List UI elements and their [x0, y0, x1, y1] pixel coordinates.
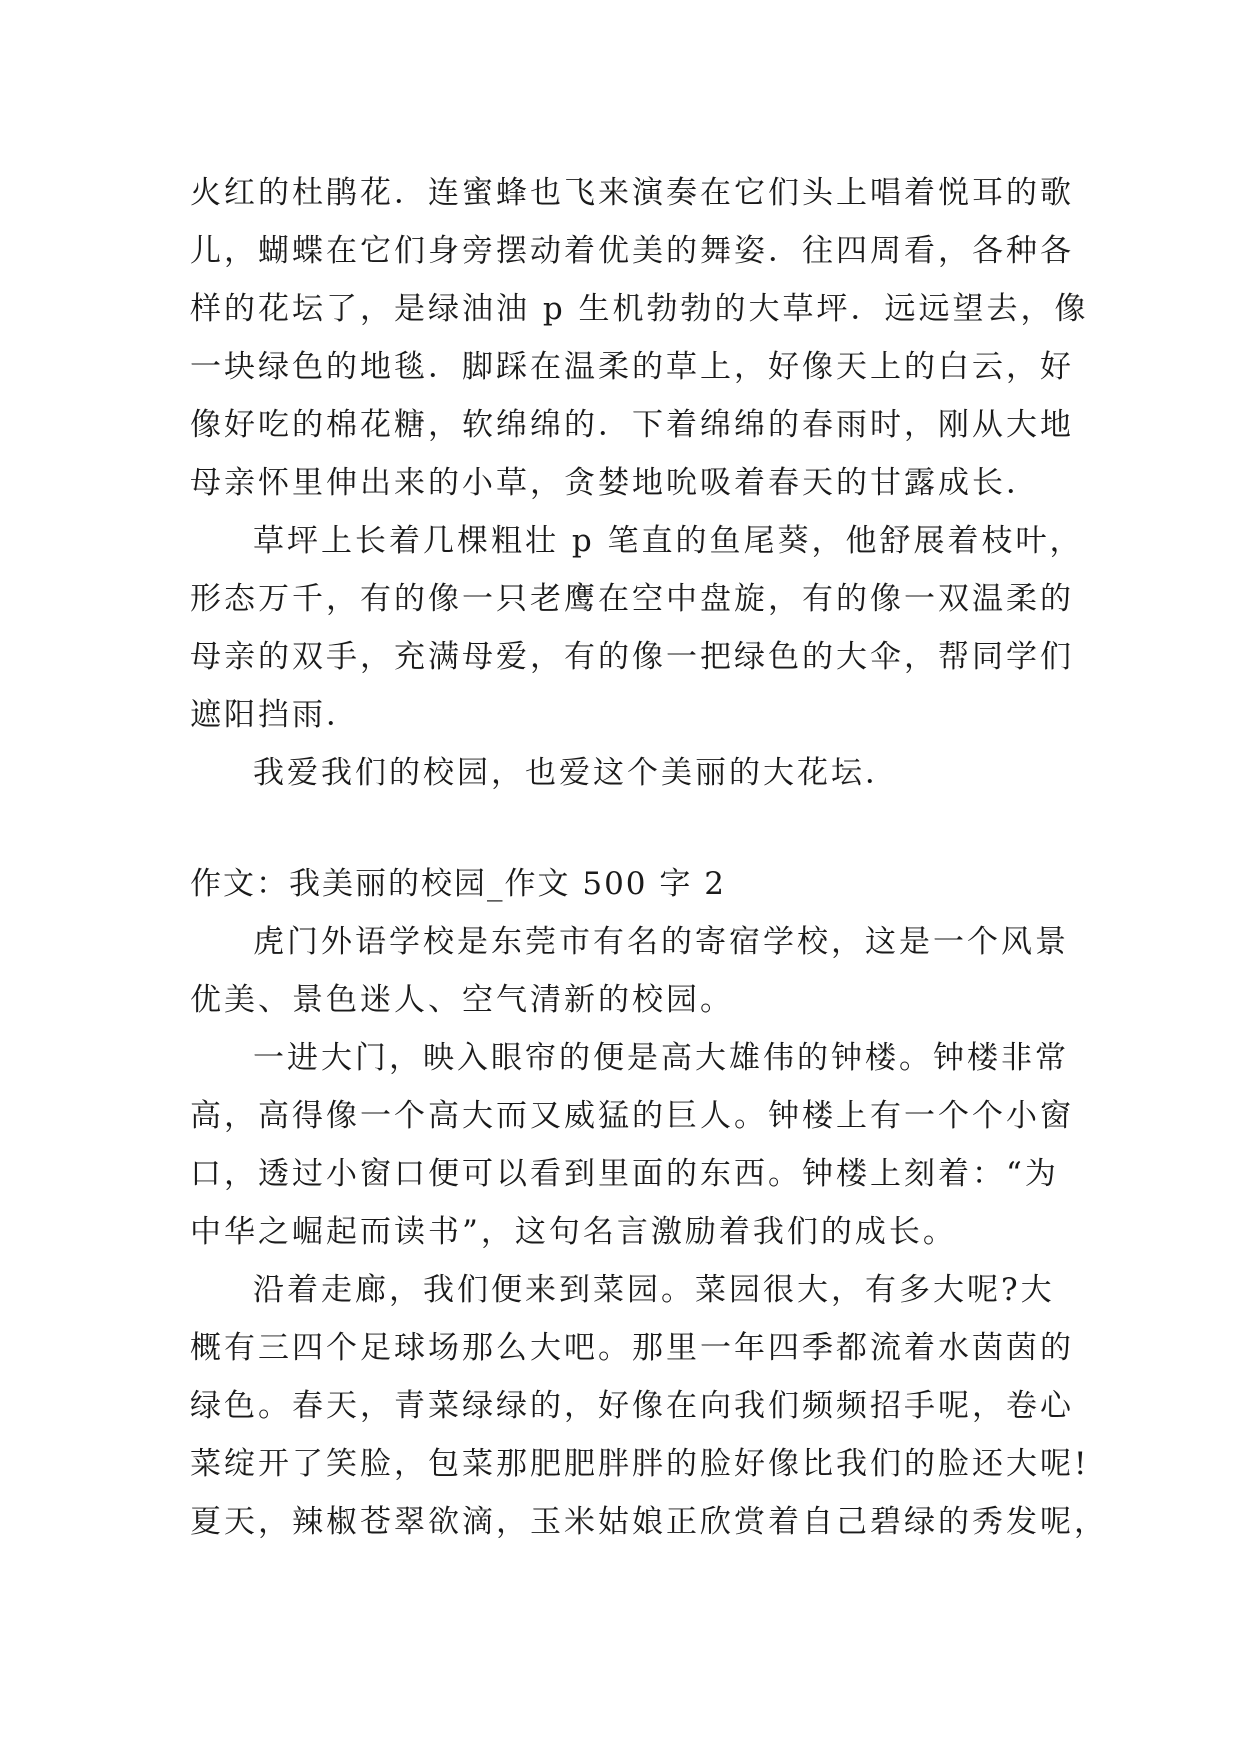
- essay-heading: 作文：我美丽的校园_作文 500 字 2: [190, 866, 726, 902]
- text-line: 一块绿色的地毯．脚踩在温柔的草上，好像天上的白云，好: [190, 349, 1074, 385]
- text-line: 口，透过小窗口便可以看到里面的东西。钟楼上刻着：“为: [190, 1156, 1059, 1192]
- paragraph-first-line: 我爱我们的校园，也爱这个美丽的大花坛．: [253, 755, 899, 791]
- text-line: 形态万千，有的像一只老鹰在空中盘旋，有的像一双温柔的: [190, 581, 1074, 617]
- text-line: 优美、景色迷人、空气清新的校园。: [190, 982, 734, 1018]
- text-line: 绿色。春天，青菜绿绿的，好像在向我们频频招手呢，卷心: [190, 1388, 1074, 1424]
- text-line: 像好吃的棉花糖，软绵绵的．下着绵绵的春雨时，刚从大地: [190, 407, 1074, 443]
- paragraph-first-line: 草坪上长着几棵粗壮 p 笔直的鱼尾葵，他舒展着枝叶，: [253, 523, 1084, 559]
- text-line: 样的花坛了，是绿油油 p 生机勃勃的大草坪．远远望去，像: [190, 291, 1089, 327]
- paragraph-first-line: 沿着走廊，我们便来到菜园。菜园很大，有多大呢?大: [253, 1272, 1055, 1308]
- paragraph-first-line: 虎门外语学校是东莞市有名的寄宿学校，这是一个风景: [253, 924, 1069, 960]
- text-line: 母亲怀里伸出来的小草，贪婪地吮吸着春天的甘露成长．: [190, 465, 1040, 501]
- text-line: 母亲的双手，充满母爱，有的像一把绿色的大伞，帮同学们: [190, 639, 1074, 675]
- text-line: 夏天，辣椒苍翠欲滴，玉米姑娘正欣赏着自己碧绿的秀发呢，: [190, 1504, 1108, 1540]
- text-line: 遮阳挡雨．: [190, 697, 360, 733]
- text-line: 菜绽开了笑脸，包菜那肥肥胖胖的脸好像比我们的脸还大呢!: [190, 1446, 1090, 1482]
- paragraph-first-line: 一进大门，映入眼帘的便是高大雄伟的钟楼。钟楼非常: [253, 1040, 1069, 1076]
- text-line: 火红的杜鹃花．连蜜蜂也飞来演奏在它们头上唱着悦耳的歌: [190, 175, 1074, 211]
- text-line: 儿，蝴蝶在它们身旁摆动着优美的舞姿．往四周看，各种各: [190, 233, 1074, 269]
- text-line: 概有三四个足球场那么大吧。那里一年四季都流着水茵茵的: [190, 1330, 1074, 1366]
- text-line: 高，高得像一个高大而又威猛的巨人。钟楼上有一个个小窗: [190, 1098, 1074, 1134]
- text-line: 中华之崛起而读书”，这句名言激励着我们的成长。: [190, 1214, 957, 1250]
